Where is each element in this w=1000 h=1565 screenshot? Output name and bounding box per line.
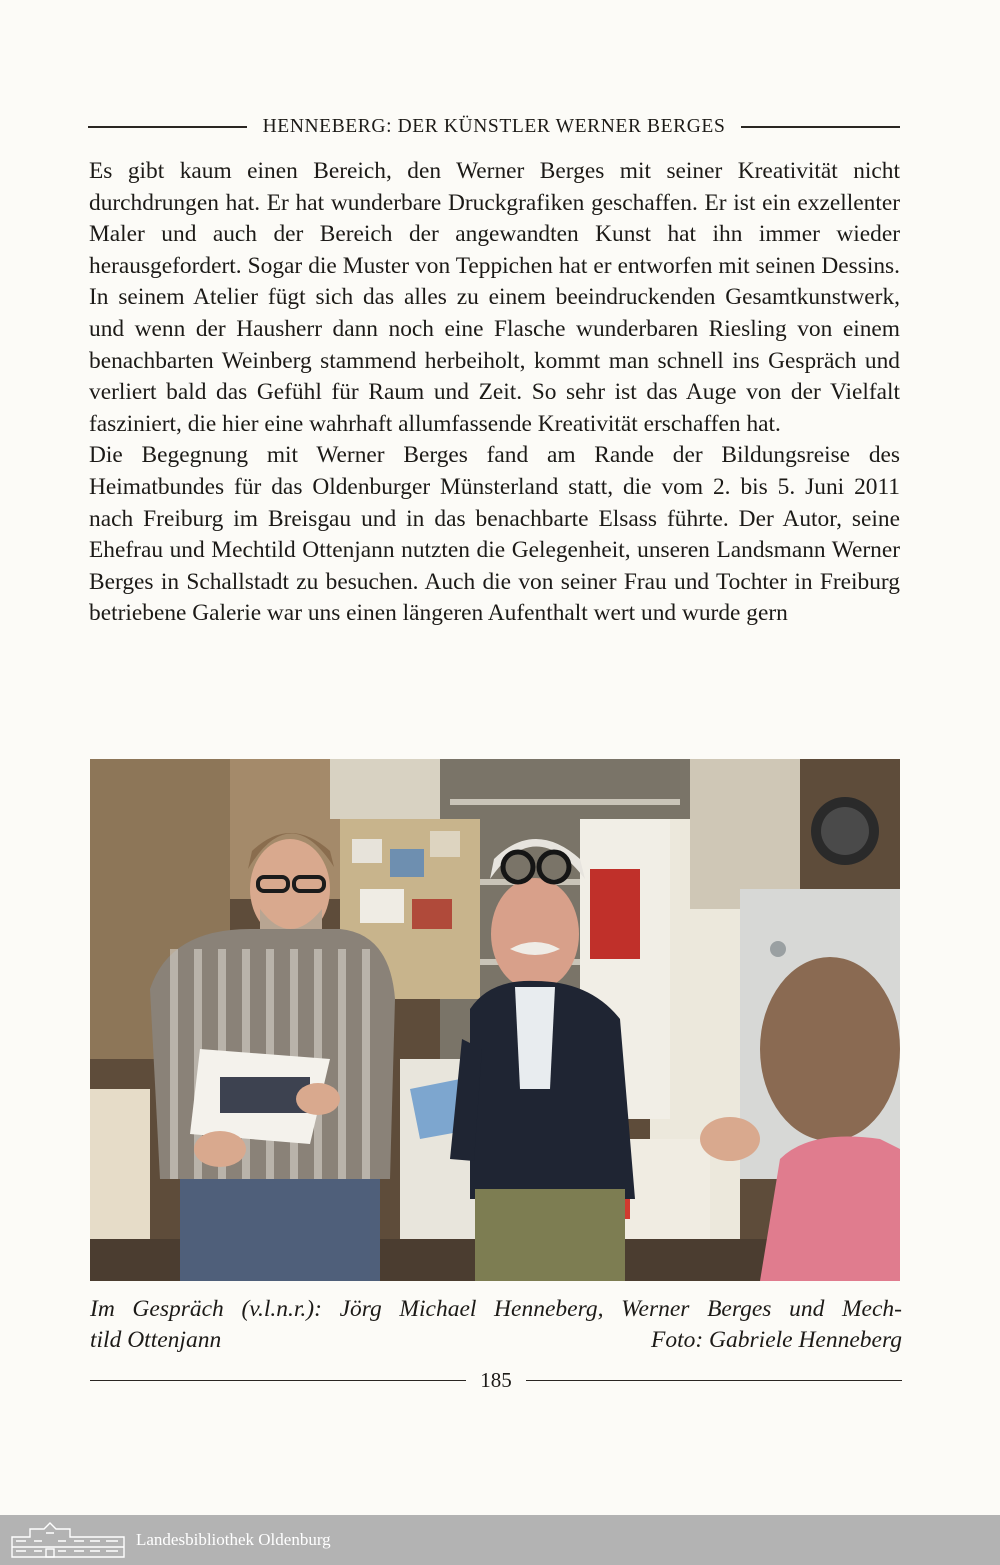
paragraph-2: Die Begegnung mit Werner Berges fand am Rande der Bildungsreise des Heimatbundes für das Oldenburger Münsterland statt, die vom 2. bis 5. Juni 2011 nach Freiburg im Breisgau und in das benachbarte Elsass führte. Der Autor, seine Ehefrau und Mechtild Ottenjann nutzten die Gelegenheit, unseren Landsmann Werner Berges in Schallstadt zu besuchen. Auch die von seiner Frau und Tochter in Freiburg betriebene Galerie war uns einen längeren Aufenthalt wert und wurde gern [89,442,900,627]
library-name: Landesbibliothek Oldenburg [136,1530,331,1549]
caption-line-1: Im Gespräch (v.l.n.r.): Jörg Michael Henneberg, Werner Berges und Mech- [90,1296,902,1322]
running-head [88,116,900,138]
folio-rule-left [90,1380,466,1382]
header-rule-right [741,126,900,128]
running-title: HENNEBERG: DER KÜNSTLER WERNER BERGES [262,116,726,137]
page-folio [90,1368,902,1393]
library-building-icon [10,1521,126,1559]
caption-line-2 [90,1325,902,1356]
studio-photo [90,759,900,1281]
header-rule-left [88,126,247,128]
caption-names-end: tild Ottenjann [90,1327,222,1353]
folio-rule-right [526,1380,902,1382]
paragraph-1: Es gibt kaum einen Bereich, den Werner Berges mit seiner Kreativität nicht durchdrungen hat. Er hat wunderbare Druckgrafiken geschaffen. Er ist ein exzellenter Maler und auch der Bereich der angewandten Kunst hat ihn immer wieder herausgefordert. Sogar die Muster von Teppichen hat er entworfen mit seinen Dessins. In seinem Atelier fügt sich das alles zu einem beeindruckenden Gesamtkunstwerk, und wenn der Hausherr dann noch eine Flasche wunderbaren Riesling von einem benachbarten Weinberg stammend herbeiholt, kommt man schnell ins Gespräch und verliert bald das Gefühl für Raum und Zeit. So sehr ist das Auge von der Vielfalt fasziniert, die hier eine wahrhaft allumfassende Kreativität erschaffen hat. [89,158,900,437]
photo-credit: Foto: Gabriele Henneberg [650,1327,902,1353]
body-text [89,156,900,630]
page-number: 185 [480,1368,512,1392]
figure-caption [90,1294,902,1356]
library-footer-bar [0,1515,1000,1565]
